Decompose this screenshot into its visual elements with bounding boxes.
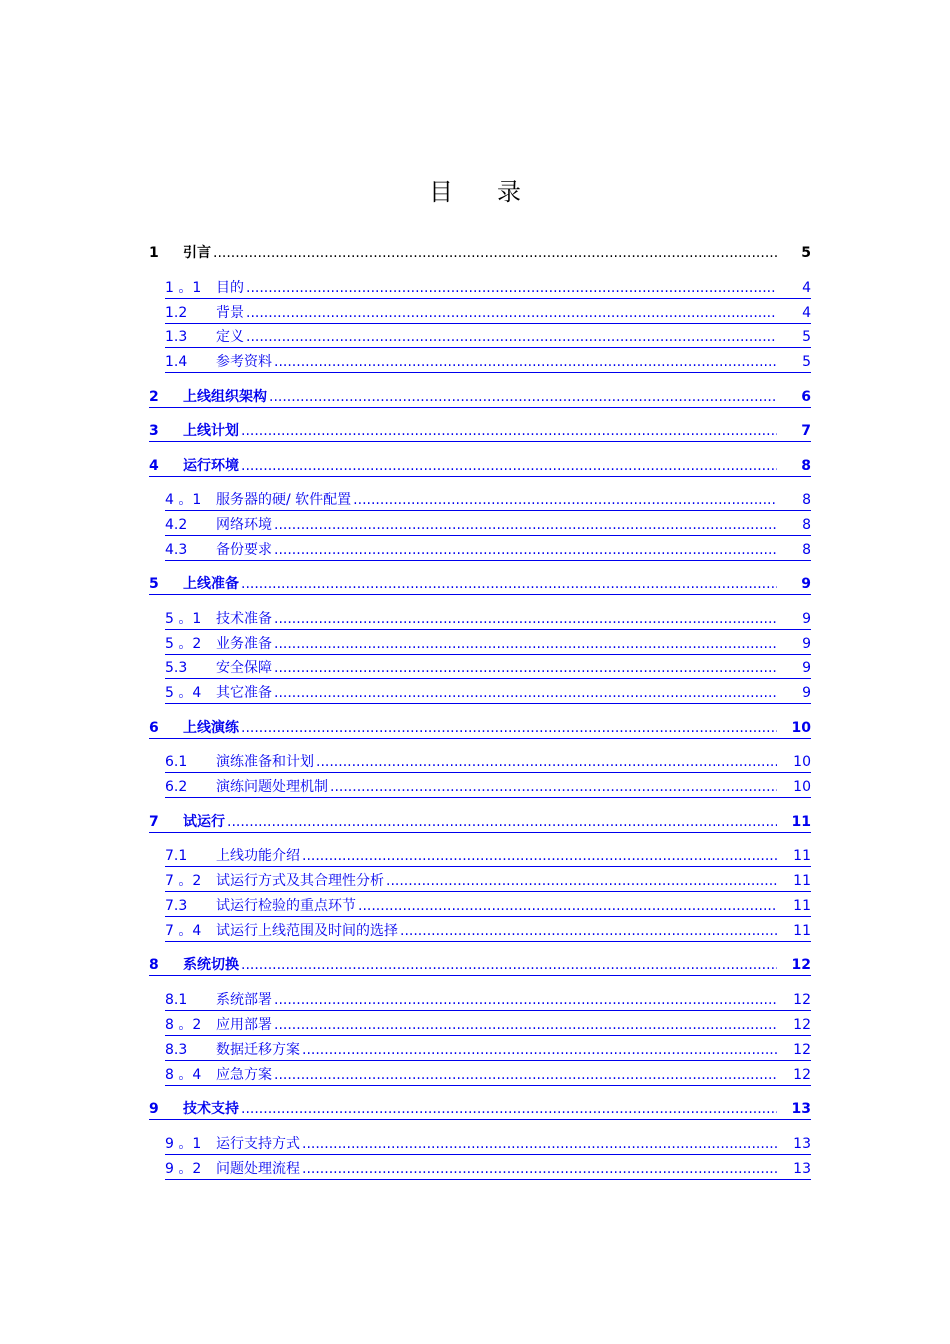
toc-entry-number: 3 [149, 423, 159, 439]
toc-entry-page: 4 [802, 280, 811, 296]
toc-section-entry[interactable] [165, 303, 811, 324]
toc-entry-page: 5 [802, 354, 811, 370]
toc-entry-page: 13 [793, 1136, 811, 1152]
toc-entry-number: 8 [149, 957, 159, 973]
toc-entry-page: 8 [802, 542, 811, 558]
toc-entry-number: 2 [149, 389, 159, 405]
toc-chapter-entry[interactable] [149, 718, 811, 739]
toc-entry-title: 试运行 [183, 814, 225, 830]
toc-dot-leader [274, 540, 777, 560]
toc-dot-leader [269, 387, 777, 407]
toc-entry-page: 7 [801, 423, 811, 439]
toc-entry-number: 9 。2 [165, 1161, 202, 1177]
toc-dot-leader [274, 1015, 777, 1035]
toc-section-entry[interactable] [165, 1159, 811, 1180]
toc-entry-page: 9 [802, 685, 811, 701]
toc-entry-page: 9 [801, 576, 811, 592]
toc-dot-leader [227, 812, 777, 832]
toc-entry-title: 技术支持 [183, 1101, 239, 1117]
toc-section-entry[interactable] [165, 278, 811, 299]
toc-entry-title: 上线准备 [183, 576, 239, 592]
toc-entry-page: 5 [802, 329, 811, 345]
toc-section-entry[interactable] [165, 1015, 811, 1036]
toc-dot-leader [241, 421, 777, 441]
toc-dot-leader [213, 243, 777, 263]
toc-dot-leader [274, 609, 777, 629]
toc-chapter-entry[interactable] [149, 243, 811, 263]
toc-entry-title: 业务准备 [216, 636, 272, 652]
toc-chapter-entry[interactable] [149, 456, 811, 477]
toc-section-entry[interactable] [165, 634, 811, 655]
toc-entry-page: 9 [802, 636, 811, 652]
toc-section-entry[interactable] [165, 540, 811, 561]
toc-dot-leader [241, 456, 777, 476]
toc-entry-page: 12 [793, 992, 811, 1008]
toc-dot-leader [241, 574, 777, 594]
toc-entry-number: 4 。1 [165, 492, 202, 508]
toc-entry-page: 12 [793, 1042, 811, 1058]
toc-entry-title: 安全保障 [216, 660, 272, 676]
toc-section-entry[interactable] [165, 1065, 811, 1086]
toc-entry-number: 5 [149, 576, 159, 592]
toc-entry-number: 8.3 [165, 1042, 188, 1058]
toc-entry-title: 试运行上线范围及时间的选择 [216, 923, 398, 939]
toc-dot-leader [358, 896, 777, 916]
toc-entry-number: 7.1 [165, 848, 188, 864]
toc-entry-title: 系统切换 [183, 957, 239, 973]
toc-chapter-entry[interactable] [149, 421, 811, 442]
toc-entry-title: 上线演练 [183, 720, 239, 736]
toc-entry-page: 12 [793, 1067, 811, 1083]
toc-entry-number: 1.3 [165, 329, 188, 345]
toc-entry-number: 7 。4 [165, 923, 202, 939]
toc-section-entry[interactable] [165, 871, 811, 892]
toc-entry-page: 10 [791, 720, 811, 736]
toc-section-entry[interactable] [165, 777, 811, 798]
toc-entry-title: 背景 [216, 305, 244, 321]
toc-dot-leader [302, 846, 777, 866]
toc-entry-title: 演练问题处理机制 [216, 779, 328, 795]
toc-section-entry[interactable] [165, 352, 811, 373]
toc-entry-title: 参考资料 [216, 354, 272, 370]
toc-entry-page: 13 [791, 1101, 811, 1117]
toc-entry-number: 8 。4 [165, 1067, 202, 1083]
toc-entry-page: 9 [802, 660, 811, 676]
toc-section-entry[interactable] [165, 752, 811, 773]
toc-dot-leader [274, 352, 777, 372]
toc-entry-number: 7 [149, 814, 159, 830]
toc-section-entry[interactable] [165, 327, 811, 348]
toc-entry-title: 演练准备和计划 [216, 754, 314, 770]
toc-section-entry[interactable] [165, 846, 811, 867]
toc-entry-number: 6 [149, 720, 159, 736]
toc-entry-title: 应急方案 [216, 1067, 272, 1083]
toc-entry-title: 引言 [183, 245, 211, 261]
toc-entry-page: 11 [793, 898, 811, 914]
toc-entry-title: 试运行方式及其合理性分析 [216, 873, 384, 889]
toc-dot-leader [302, 1040, 777, 1060]
toc-chapter-entry[interactable] [149, 574, 811, 595]
toc-section-entry[interactable] [165, 683, 811, 704]
toc-entry-page: 8 [802, 517, 811, 533]
toc-title [0, 172, 950, 207]
toc-entry-title: 备份要求 [216, 542, 272, 558]
toc-entry-page: 6 [801, 389, 811, 405]
toc-entry-page: 8 [802, 492, 811, 508]
toc-entry-number: 1.4 [165, 354, 188, 370]
toc-dot-leader [246, 278, 777, 298]
toc-entry-page: 12 [791, 957, 811, 973]
toc-entry-title: 数据迁移方案 [216, 1042, 300, 1058]
toc-entry-number: 5.3 [165, 660, 188, 676]
toc-entry-number: 4.2 [165, 517, 188, 533]
toc-entry-number: 1.2 [165, 305, 188, 321]
toc-dot-leader [274, 1065, 777, 1085]
toc-section-entry[interactable] [165, 609, 811, 630]
toc-section-entry[interactable] [165, 896, 811, 917]
toc-entry-page: 8 [801, 458, 811, 474]
toc-entry-number: 7 。2 [165, 873, 202, 889]
toc-dot-leader [246, 303, 777, 323]
toc-entry-title: 服务器的硬/ 软件配置 [216, 492, 352, 508]
toc-section-entry[interactable] [165, 515, 811, 536]
toc-entry-number: 1 [149, 245, 159, 261]
toc-entry-number: 9 [149, 1101, 159, 1117]
toc-dot-leader [316, 752, 777, 772]
toc-section-entry[interactable] [165, 1134, 811, 1155]
toc-dot-leader [400, 921, 777, 941]
toc-dot-leader [241, 1099, 777, 1119]
toc-entry-title: 其它准备 [216, 685, 272, 701]
toc-entry-page: 11 [793, 848, 811, 864]
toc-entry-number: 6.1 [165, 754, 188, 770]
toc-entry-page: 10 [793, 754, 811, 770]
toc-entry-title: 问题处理流程 [216, 1161, 300, 1177]
toc-dot-leader [330, 777, 777, 797]
toc-dot-leader [274, 990, 777, 1010]
toc-section-entry[interactable] [165, 490, 811, 511]
toc-entry-page: 11 [793, 923, 811, 939]
toc-title-char-2: 录 [497, 178, 521, 206]
toc-entry-number: 4 [149, 458, 159, 474]
toc-dot-leader [302, 1159, 777, 1179]
toc-entry-number: 7.3 [165, 898, 188, 914]
toc-dot-leader [241, 955, 777, 975]
toc-entry-page: 12 [793, 1017, 811, 1033]
toc-entry-title: 系统部署 [216, 992, 272, 1008]
toc-entry-title: 试运行检验的重点环节 [216, 898, 356, 914]
toc-entry-page: 5 [801, 245, 811, 261]
toc-entry-title: 应用部署 [216, 1017, 272, 1033]
toc-entry-title: 上线计划 [183, 423, 239, 439]
toc-dot-leader [246, 327, 777, 347]
toc-section-entry[interactable] [165, 1040, 811, 1061]
toc-chapter-entry[interactable] [149, 387, 811, 408]
toc-entry-title: 运行支持方式 [216, 1136, 300, 1152]
toc-entry-number: 5 。4 [165, 685, 202, 701]
toc-entry-page: 11 [793, 873, 811, 889]
toc-chapter-entry[interactable] [149, 955, 811, 976]
toc-entry-number: 5 。1 [165, 611, 202, 627]
toc-dot-leader [274, 658, 777, 678]
toc-entry-page: 4 [802, 305, 811, 321]
toc-section-entry[interactable] [165, 921, 811, 942]
toc-entry-number: 1 。1 [165, 280, 202, 296]
toc-entry-title: 技术准备 [216, 611, 272, 627]
toc-entry-page: 10 [793, 779, 811, 795]
toc-entry-page: 13 [793, 1161, 811, 1177]
toc-entry-number: 8 。2 [165, 1017, 202, 1033]
toc-entry-number: 8.1 [165, 992, 188, 1008]
toc-section-entry[interactable] [165, 990, 811, 1011]
toc-entry-title: 目的 [216, 280, 244, 296]
toc-entry-title: 运行环境 [183, 458, 239, 474]
toc-entry-number: 6.2 [165, 779, 188, 795]
toc-section-entry[interactable] [165, 658, 811, 679]
toc-entry-page: 9 [802, 611, 811, 627]
toc-dot-leader [386, 871, 777, 891]
toc-entry-number: 9 。1 [165, 1136, 202, 1152]
toc-dot-leader [353, 490, 777, 510]
toc-title-char-1: 目 [429, 178, 453, 206]
toc-dot-leader [274, 683, 777, 703]
toc-chapter-entry[interactable] [149, 1099, 811, 1120]
toc-entry-title: 定义 [216, 329, 244, 345]
toc-entry-number: 5 。2 [165, 636, 202, 652]
toc-entry-title: 网络环境 [216, 517, 272, 533]
toc-dot-leader [302, 1134, 777, 1154]
toc-entry-title: 上线功能介绍 [216, 848, 300, 864]
toc-dot-leader [274, 515, 777, 535]
toc-chapter-entry[interactable] [149, 812, 811, 833]
toc-entry-title: 上线组织架构 [183, 389, 267, 405]
toc-entry-page: 11 [791, 814, 811, 830]
toc-dot-leader [241, 718, 777, 738]
toc-dot-leader [274, 634, 777, 654]
toc-entry-number: 4.3 [165, 542, 188, 558]
